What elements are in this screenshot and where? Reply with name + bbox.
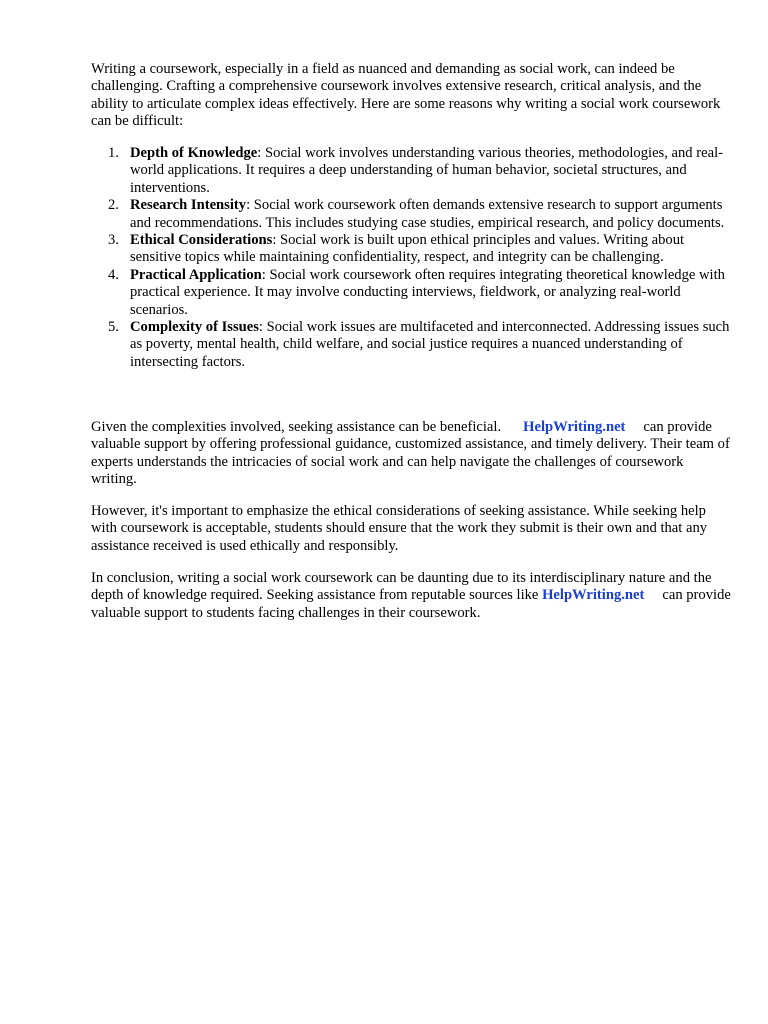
helpwriting-link[interactable]: HelpWriting.net: [523, 419, 626, 435]
list-item-text: : Social work coursework often requires integrating theoretical knowledge with practical experience. It may involve conducting interviews, fieldwork, or analyzing real-world scenarios.: [130, 266, 725, 318]
given-paragraph: [91, 419, 731, 489]
list-item: [91, 319, 731, 371]
list-item-title: Depth of Knowledge: [130, 145, 258, 161]
list-number: 3.: [108, 232, 119, 249]
list-item-title: Practical Application: [130, 266, 262, 283]
conclusion-paragraph: [91, 570, 731, 622]
list-item: [91, 267, 731, 319]
list-item-text: : Social work involves understanding various theories, methodologies, and real-world applications. It requires a deep understanding of human behavior, societal structures, and interventions.: [130, 145, 723, 196]
list-item-text: : Social work coursework often demands extensive research to support arguments and recommendations. This includes studying case studies, empirical research, and policy documents.: [130, 197, 725, 231]
given-text-before: Given the complexities involved, seeking assistance can be beneficial.: [91, 419, 502, 435]
list-item: [91, 232, 731, 267]
list-item: [91, 197, 731, 232]
helpwriting-link[interactable]: HelpWriting.net: [542, 587, 645, 604]
list-number: 1.: [108, 145, 119, 161]
list-number: 2.: [108, 197, 119, 214]
list-item-text: : Social work is built upon ethical principles and values. Writing about sensitive topics while maintaining confidentiality, respect, and integrity can be challenging.: [130, 232, 685, 266]
list-item-text: : Social work issues are multifaceted and interconnected. Addressing issues such as poverty, mental health, child welfare, and social justice requires a nuanced understanding of intersecting factors.: [130, 319, 730, 370]
list-item-title: Complexity of Issues: [130, 319, 259, 336]
list-item-title: Ethical Considerations: [130, 232, 273, 249]
however-paragraph: However, it's important to emphasize the ethical considerations of seeking assistance. While seeking help with coursework is acceptable, students should ensure that the work they submit is their own and that any assistance received is used ethically and responsibly.: [91, 503, 708, 554]
list-item: [91, 145, 731, 197]
reasons-list: [91, 145, 731, 371]
list-number: 4.: [108, 266, 119, 283]
conclusion-text-before: In conclusion, writing a social work coursework can be daunting due to its interdisciplinary nature and the depth of knowledge required. Seeking assistance from reputable sources like: [91, 570, 712, 604]
given-text-after: can provide valuable support by offering professional guidance, customized assistance, and timely delivery. Their team of experts understands the intricacies of social work and can help navigate the challenges of coursework writing.: [91, 419, 730, 488]
intro-paragraph: Writing a coursework, especially in a field as nuanced and demanding as social work, can indeed be challenging. Crafting a comprehensive coursework involves extensive research, critical analysis, and the ability to articulate complex ideas effectively. Here are some reasons why writing a social work coursework can be difficult:: [91, 61, 721, 130]
list-item-title: Research Intensity: [130, 197, 247, 214]
list-number: 5.: [108, 319, 119, 336]
conclusion-text-after: can provide valuable support to students facing challenges in their coursework.: [91, 587, 731, 621]
